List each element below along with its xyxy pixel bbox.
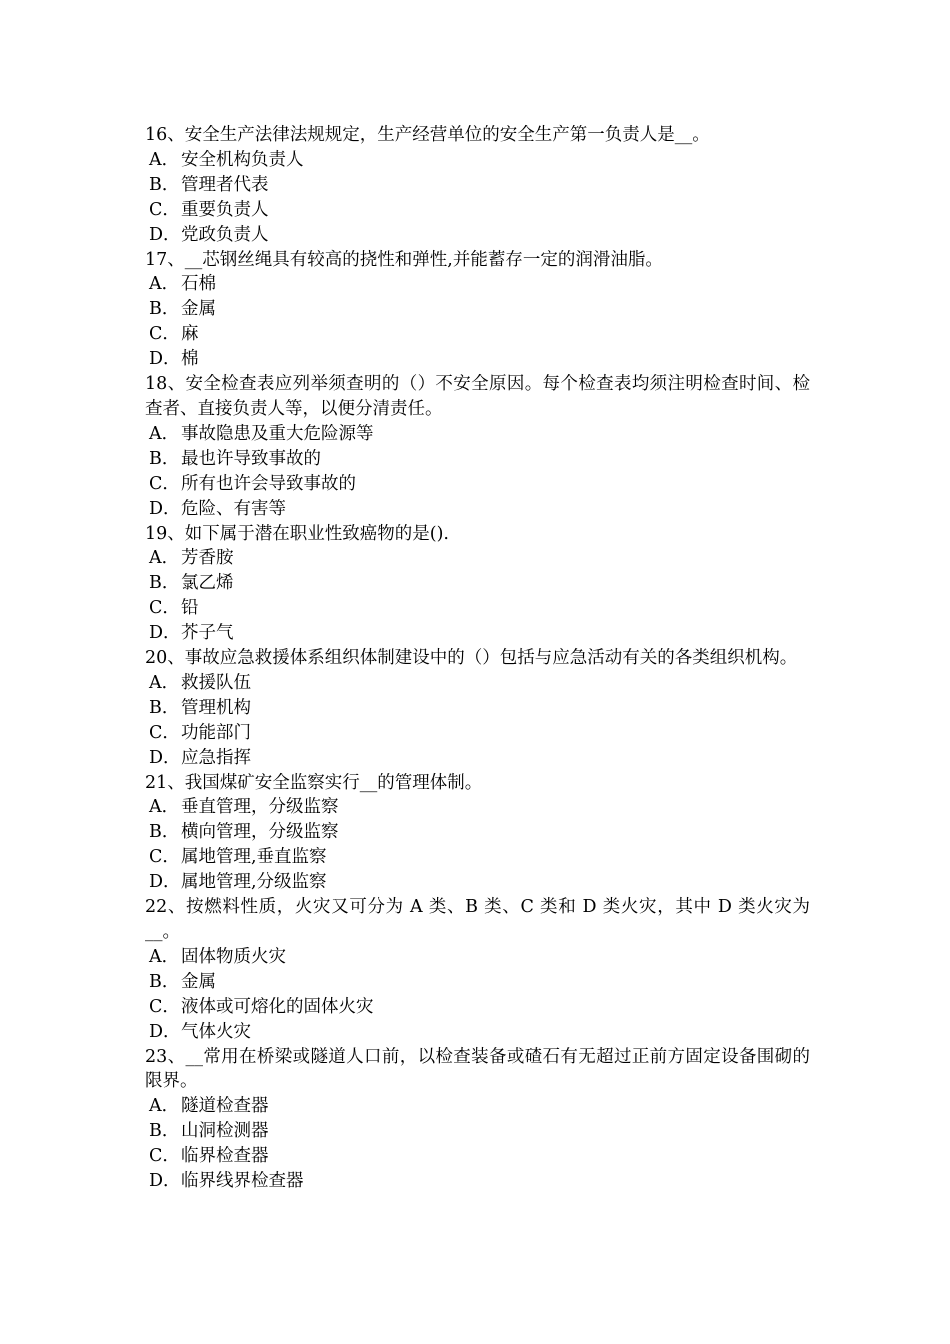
option-letter: B．	[149, 448, 180, 469]
answer-option	[145, 571, 810, 596]
option-letter: A．	[149, 548, 180, 569]
answer-option	[145, 596, 810, 621]
answer-option	[145, 1020, 810, 1045]
answer-option	[145, 173, 810, 198]
answer-option	[145, 497, 810, 522]
option-text: 最也许导致事故的	[181, 448, 321, 469]
option-text: 所有也许会导致事故的	[181, 473, 356, 494]
option-text: 棉	[181, 349, 199, 370]
question-block	[145, 771, 810, 896]
option-text: 山洞检测器	[181, 1121, 269, 1142]
answer-option	[145, 297, 810, 322]
answer-option	[145, 870, 810, 895]
option-text: 铅	[181, 598, 199, 619]
option-text: 气体火灾	[181, 1021, 251, 1042]
option-text: 金属	[181, 971, 216, 992]
option-text: 重要负责人	[181, 199, 269, 220]
option-letter: D．	[149, 747, 181, 768]
option-text: 管理者代表	[181, 174, 269, 195]
option-letter: C．	[149, 996, 180, 1017]
option-letter: D．	[149, 349, 181, 370]
option-letter: B．	[149, 573, 180, 594]
question-text: 21、我国煤矿安全监察实行__的管理体制。	[145, 772, 483, 793]
answer-option	[145, 820, 810, 845]
answer-option	[145, 148, 810, 173]
option-text: 救援队伍	[181, 672, 251, 693]
option-letter: D．	[149, 872, 181, 893]
question-block	[145, 646, 810, 771]
answer-option	[145, 472, 810, 497]
question-block	[145, 372, 810, 521]
option-letter: A．	[149, 423, 180, 444]
question-text: 19、如下属于潜在职业性致癌物的是().	[145, 523, 449, 544]
option-letter: B．	[149, 971, 180, 992]
question-block	[145, 123, 810, 248]
option-letter: C．	[149, 199, 180, 220]
option-letter: C．	[149, 1146, 180, 1167]
option-text: 危险、有害等	[181, 498, 286, 519]
option-text: 临界检查器	[181, 1146, 269, 1167]
question-block	[145, 1045, 810, 1194]
option-text: 垂直管理，分级监察	[181, 797, 339, 818]
option-text: 安全机构负责人	[181, 149, 304, 170]
answer-option	[145, 198, 810, 223]
option-text: 应急指挥	[181, 747, 251, 768]
option-text: 固体物质火灾	[181, 946, 286, 967]
option-text: 党政负责人	[181, 224, 269, 245]
option-text: 管理机构	[181, 697, 251, 718]
option-text: 金属	[181, 299, 216, 320]
question-text: 18、安全检查表应列举须查明的（）不安全原因。每个检查表均须注明检查时间、检查者、直接负责人等，以便分清责任。	[145, 374, 810, 419]
answer-option	[145, 347, 810, 372]
question-text: 22、按燃料性质，火灾又可分为 A 类、B 类、C 类和 D 类火灾，其中 D 类火灾为__。	[145, 897, 810, 942]
answer-option	[145, 845, 810, 870]
option-letter: C．	[149, 847, 180, 868]
question-text: 17、__芯钢丝绳具有较高的挠性和弹性,并能蓄存一定的润滑油脂。	[145, 249, 663, 270]
option-text: 横向管理，分级监察	[181, 822, 339, 843]
option-text: 石棉	[181, 274, 216, 295]
answer-option	[145, 322, 810, 347]
answer-option	[145, 422, 810, 447]
option-text: 事故隐患及重大危险源等	[181, 423, 374, 444]
option-letter: C．	[149, 473, 180, 494]
option-letter: A．	[149, 797, 180, 818]
answer-option	[145, 696, 810, 721]
answer-option	[145, 546, 810, 571]
question-block	[145, 522, 810, 647]
question-block	[145, 248, 810, 373]
answer-option	[145, 671, 810, 696]
option-text: 功能部门	[181, 722, 251, 743]
answer-option	[145, 1094, 810, 1119]
option-letter: C．	[149, 598, 180, 619]
option-text: 隧道检查器	[181, 1096, 269, 1117]
question-block	[145, 895, 810, 1044]
option-letter: B．	[149, 822, 180, 843]
option-text: 芥子气	[181, 623, 234, 644]
answer-option	[145, 746, 810, 771]
answer-option	[145, 447, 810, 472]
option-text: 麻	[181, 324, 199, 345]
option-letter: B．	[149, 697, 180, 718]
answer-option	[145, 1144, 810, 1169]
option-text: 临界线界检查器	[181, 1171, 304, 1192]
option-letter: D．	[149, 498, 181, 519]
question-text: 16、安全生产法律法规规定，生产经营单位的安全生产第一负责人是__。	[145, 125, 710, 145]
answer-option	[145, 721, 810, 746]
option-text: 氯乙烯	[181, 573, 234, 594]
option-text: 液体或可熔化的固体火灾	[181, 996, 374, 1017]
answer-option	[145, 795, 810, 820]
answer-option	[145, 621, 810, 646]
option-letter: D．	[149, 1021, 181, 1042]
option-letter: B．	[149, 299, 180, 320]
option-letter: A．	[149, 274, 180, 295]
option-letter: B．	[149, 174, 180, 195]
option-letter: A．	[149, 946, 180, 967]
question-text: 20、事故应急救援体系组织体制建设中的（）包括与应急活动有关的各类组织机构。	[145, 648, 798, 669]
answer-option	[145, 272, 810, 297]
answer-option	[145, 223, 810, 248]
answer-option	[145, 1169, 810, 1194]
option-text: 属地管理,分级监察	[181, 872, 327, 893]
document-page	[145, 123, 810, 1194]
option-letter: B．	[149, 1121, 180, 1142]
option-letter: C．	[149, 324, 180, 345]
answer-option	[145, 1119, 810, 1144]
option-letter: A．	[149, 1096, 180, 1117]
option-letter: A．	[149, 672, 180, 693]
option-letter: D．	[149, 1171, 181, 1192]
answer-option	[145, 995, 810, 1020]
answer-option	[145, 970, 810, 995]
option-letter: D．	[149, 224, 181, 245]
option-letter: C．	[149, 722, 180, 743]
option-text: 芳香胺	[181, 548, 234, 569]
answer-option	[145, 945, 810, 970]
option-text: 属地管理,垂直监察	[181, 847, 327, 868]
option-letter: D．	[149, 623, 181, 644]
question-text: 23、__常用在桥梁或隧道人口前，以检查装备或碴石有无超过正前方固定设备围砌的限界。	[145, 1046, 810, 1092]
option-letter: A．	[149, 149, 180, 170]
